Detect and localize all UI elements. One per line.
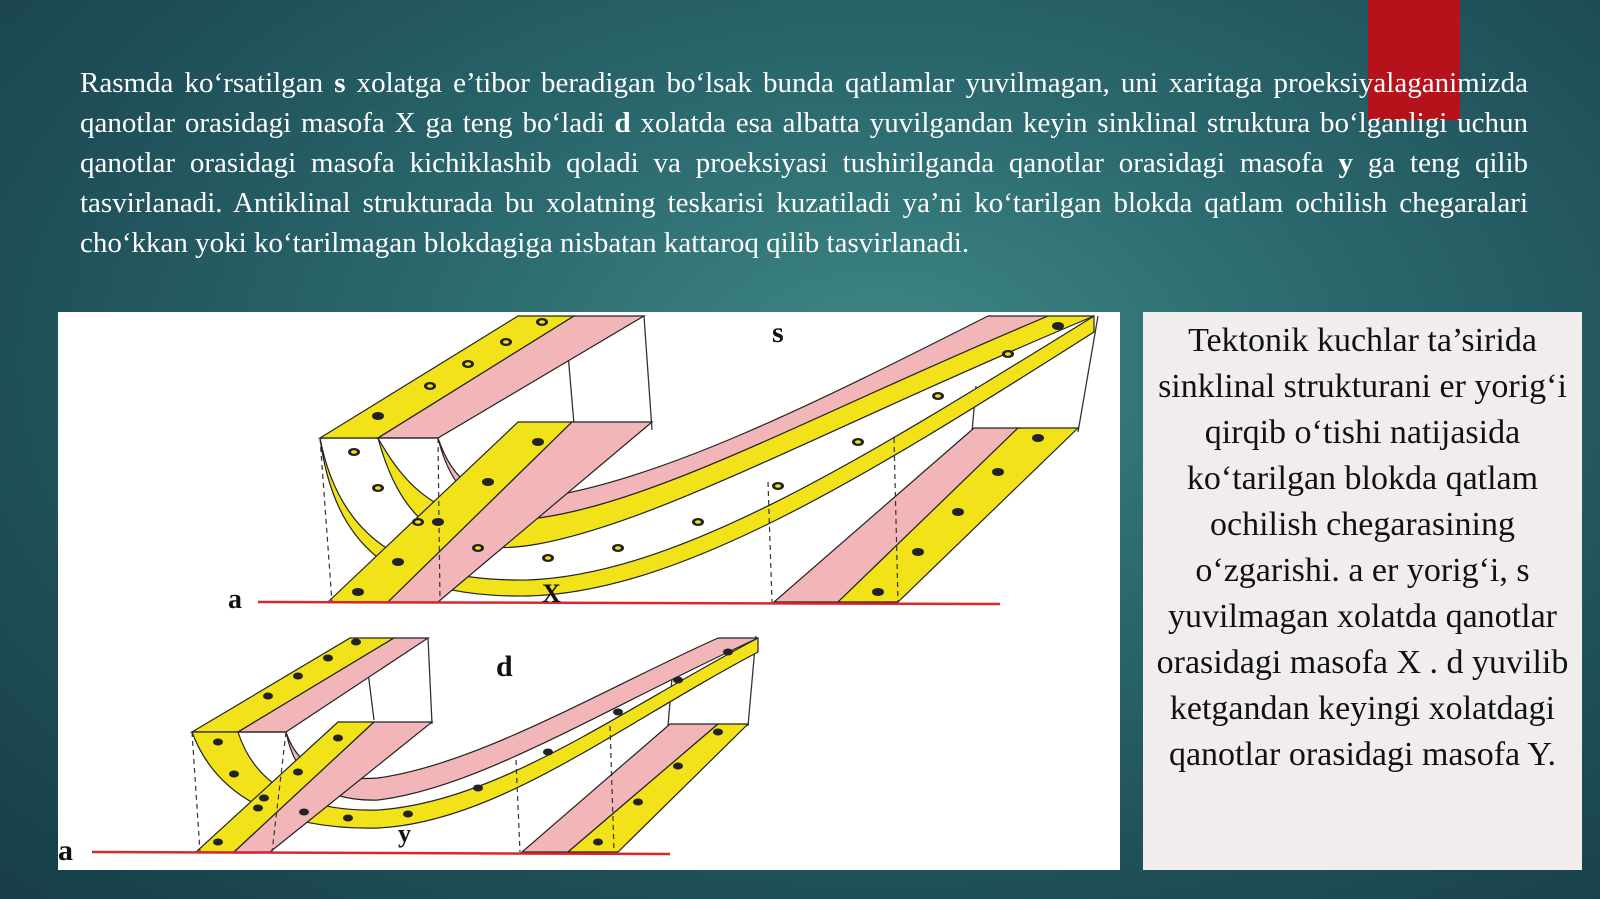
text-segment: xolatga e’tibor beradigan bo‘lsak bunda qatlamlar yuvilmagan, uni xaritaga proeksiyalaganimizda qanotlar orasidagi masofa X ga teng bo‘ladi <box>80 67 1528 139</box>
bold-term-d: d <box>614 107 631 139</box>
text-segment: xolatda esa albatta yuvilgandan keyin sinklinal struktura bo‘lganligi uchun qanotlar orasidagi masofa kichiklashib qoladi va proeksiyasi tushirilganda qanotlar orasidagi masofa <box>80 107 1529 179</box>
label-a-bottom: a <box>58 834 73 867</box>
bold-term-s: s <box>334 67 346 99</box>
text-segment: Rasmda ko‘rsatilgan <box>80 67 335 99</box>
bold-term-y: y <box>1338 147 1353 179</box>
label-x: X <box>542 579 561 608</box>
main-paragraph <box>80 63 1528 263</box>
block-diagram <box>58 312 1120 870</box>
label-y: y <box>398 819 411 848</box>
label-a-top: a <box>228 584 242 615</box>
text-segment: ga teng qilib tasvirlanadi. Antiklinal strukturada bu xolatning teskarisi kuzatiladi ya’ni ko‘tarilgan blokda qatlam ochilish chegaralari cho‘kkan yoki ko‘tarilmagan blokdagiga nisbatan kattaroq qilib tasvirlanadi. <box>80 147 1528 259</box>
fault-syncline-figure <box>58 312 1120 870</box>
label-s: s <box>772 316 784 349</box>
label-d: d <box>496 650 513 683</box>
figure-caption: Tektonik kuchlar ta’sirida sinklinal strukturani er yorig‘i qirqib o‘tishi natijasida ko‘tarilgan blokda qatlam ochilish chegarasining o‘zgarishi. a er yorig‘i, s yuvilmagan xolatda qanotlar orasidagi masofa X . d yuvilib ketgandan keyingi xolatdagi qanotlar orasidagi masofa Y. <box>1143 312 1582 870</box>
